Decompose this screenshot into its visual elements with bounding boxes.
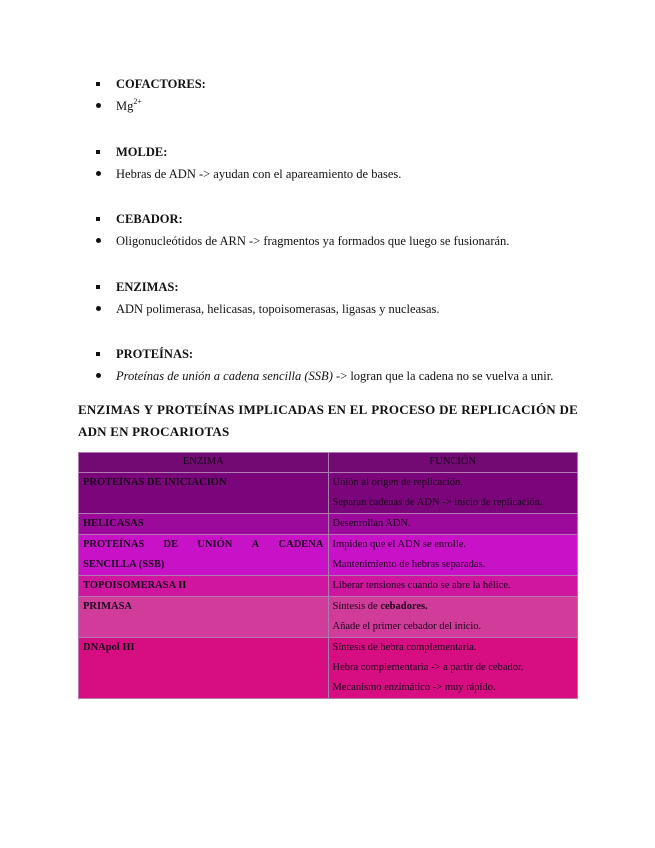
function-cell [328,597,578,638]
list-item-text [116,365,553,387]
item-italic: Proteínas de unión a cadena sencilla (SSB) [116,369,333,383]
section-enzimas [96,276,596,320]
function-cell [328,576,578,597]
title-word: DE [559,402,578,417]
title-line-1 [78,399,578,421]
section-heading: MOLDE: [116,145,168,159]
heading-row [96,208,596,230]
table-row [79,597,578,638]
list-item [96,298,596,320]
section-heading: CEBADOR: [116,212,183,226]
title-word: PROTEÍNAS [156,402,235,417]
list-item-text: Oligonucleótidos de ARN -> fragmentos ya formados que luego se fusionarán. [116,234,510,248]
enzyme-word: CADENA [278,539,324,550]
title-word: ENZIMAS [78,402,141,417]
enzyme-cell: HELICASAS [79,514,329,535]
function-line: Hebra complementaria -> a partir de cebador. [332,662,524,673]
title-word: IMPLICADAS [238,402,325,417]
table-row [79,535,578,576]
title-word: EL [349,402,368,417]
list-item [96,95,596,117]
table-row [79,576,578,597]
section-heading: PROTEÍNAS: [116,347,194,361]
heading-row [96,276,596,298]
list-item-text [116,95,142,117]
title-word: Y [143,402,154,417]
function-prefix: Síntesis de [332,601,381,612]
round-bullet-icon [96,373,101,378]
heading-row [96,141,596,163]
table-title [78,399,578,443]
section-cofactores [96,73,596,117]
item-main: Mg [116,99,134,113]
round-bullet-icon [96,238,101,243]
section-cebador [96,208,596,252]
section-molde [96,141,596,185]
function-cell [328,535,578,576]
title-word: EN [327,402,347,417]
table-row [79,473,578,514]
round-bullet-icon [96,171,101,176]
square-bullet-icon [96,150,100,154]
function-line: Impiden que el ADN se enrolle. [332,539,467,550]
function-line: Añade el primer cebador del inicio. [332,621,482,632]
header-funcion: FUNCIÓN [328,453,578,473]
square-bullet-icon [96,285,100,289]
section-heading: COFACTORES: [116,77,206,91]
header-enzima: ENZIMA [79,453,329,473]
enzyme-cell: TOPOISOMERASA II [79,576,329,597]
round-bullet-icon [96,103,101,108]
section-proteinas [96,343,596,387]
function-line: Mantenimiento de hebras separadas. [332,559,486,570]
table-row [79,638,578,699]
enzymes-table [78,452,578,699]
title-word: REPLICACIÓN [461,402,556,417]
square-bullet-icon [96,82,100,86]
square-bullet-icon [96,217,100,221]
enzyme-cell: DNApol III [79,638,329,699]
function-cell [328,473,578,514]
title-word: PROCESO [371,402,436,417]
function-cell [328,638,578,699]
list-item-text: ADN polimerasa, helicasas, topoisomerasas, ligasas y nucleasas. [116,302,440,316]
enzyme-word: DE [163,539,179,550]
list-item [96,365,596,387]
enzyme-cell [79,535,329,576]
function-line: Unión al origen de replicación. [332,477,463,488]
enzyme-word: UNIÓN [197,539,233,550]
function-bold: cebadores. [380,601,428,612]
square-bullet-icon [96,352,100,356]
title-word: DE [439,402,458,417]
title-line-2: ADN EN PROCARIOTAS [78,424,230,439]
item-superscript: 2+ [133,96,142,106]
item-rest: -> logran que la cadena no se vuelva a unir. [332,369,554,383]
enzyme-word: A [251,539,260,550]
list-item [96,163,596,185]
enzyme-cell: PROTEÍNAS DE INICIACIÓN [79,473,329,514]
round-bullet-icon [96,306,101,311]
function-line: Desenrollan ADN. [332,518,411,529]
function-line: Mecanismo enzimático -> muy rápido. [332,682,496,693]
heading-row [96,343,596,365]
list-item [96,230,596,252]
enzyme-word: PROTEÍNAS [83,539,145,550]
table-header-row [79,453,578,473]
function-line: Separan cadenas de ADN -> inicio de replicación. [332,497,543,508]
function-line: Síntesis de hebra complementaria. [332,642,477,653]
enzyme-line-1 [83,535,324,555]
enzyme-cell: PRIMASA [79,597,329,638]
function-line [333,597,574,617]
list-item-text: Hebras de ADN -> ayudan con el apareamiento de bases. [116,167,402,181]
function-cell [328,514,578,535]
table-row [79,514,578,535]
section-heading: ENZIMAS: [116,280,179,294]
enzyme-line-2: SENCILLA (SSB) [83,559,165,570]
heading-row [96,73,596,95]
function-line: Liberar tensiones cuando se abre la hélice. [332,580,511,591]
